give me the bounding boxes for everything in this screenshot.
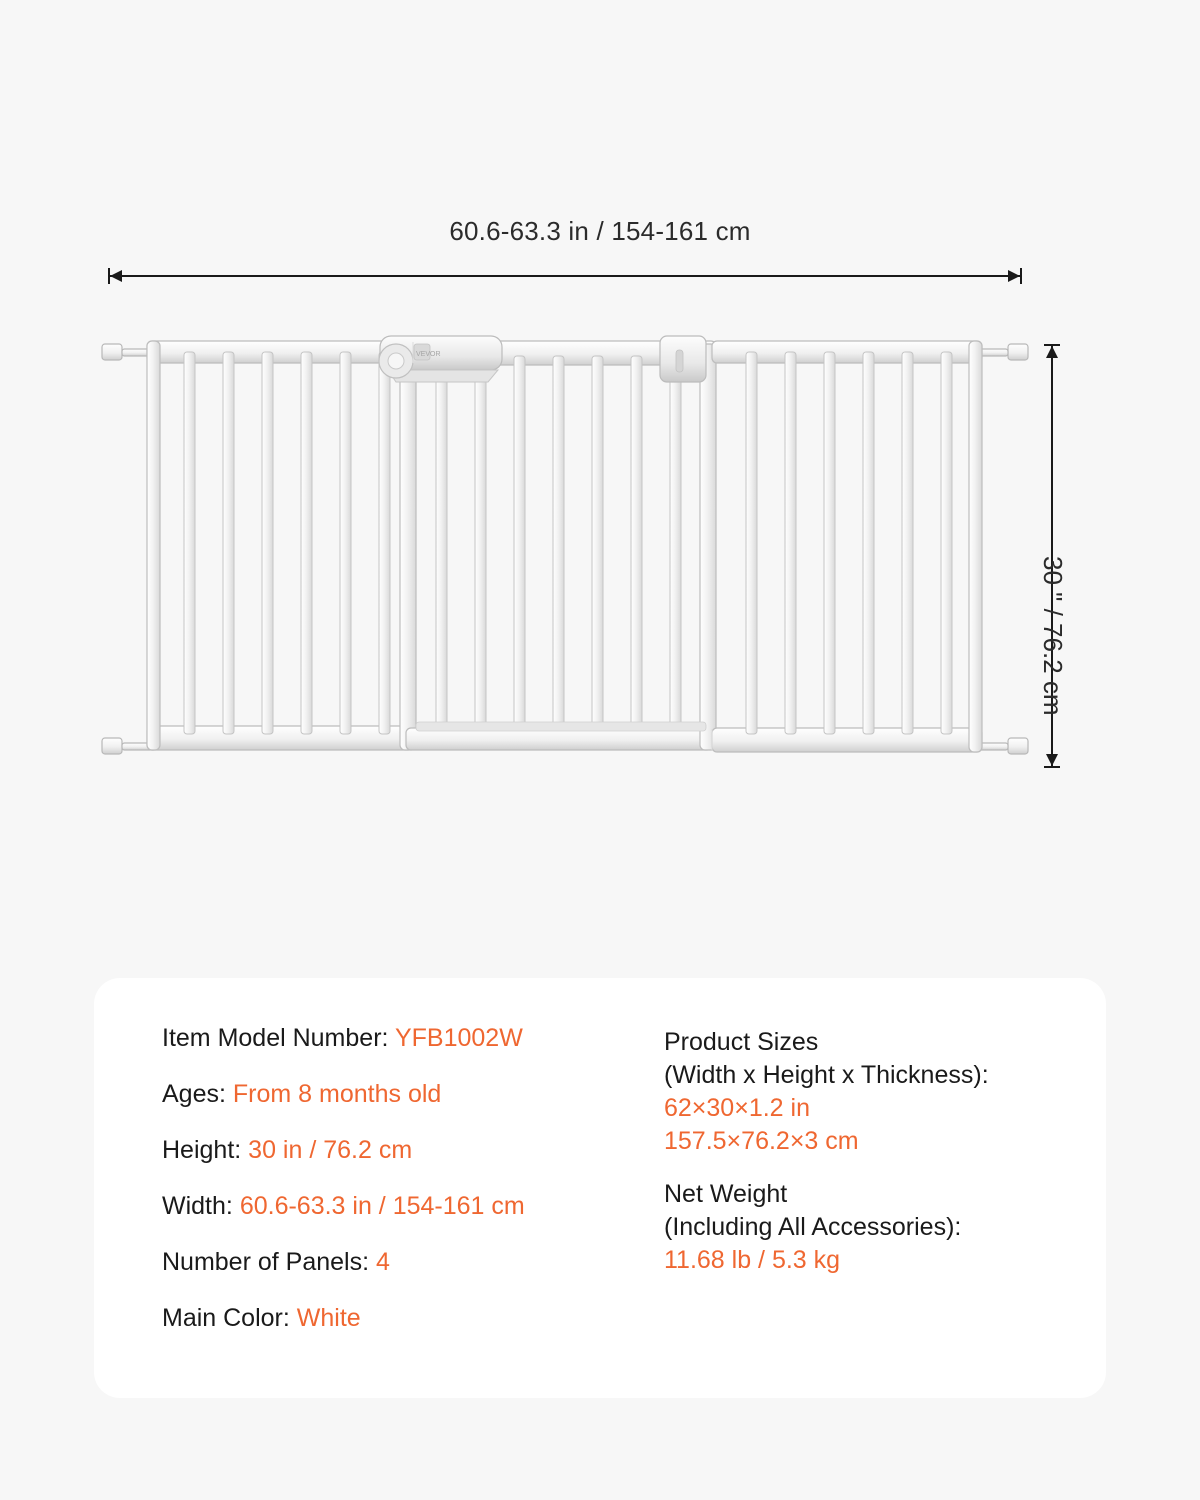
spec-width-value: 60.6-63.3 in / 154-161 cm (239, 1192, 525, 1220)
baby-gate-drawing-icon (100, 330, 1030, 780)
spec-height-label: Height: (162, 1136, 242, 1164)
spec-width-label: Width: (162, 1192, 233, 1220)
width-arrow-left-head-icon (110, 270, 122, 282)
spec-ages (162, 1082, 594, 1107)
spec-net-weight-value: 11.68 lb / 5.3 kg (664, 1246, 841, 1274)
width-dimension-label: 60.6-63.3 in / 154-161 cm (449, 216, 751, 246)
spec-height-value: 30 in / 76.2 cm (248, 1136, 413, 1164)
width-dimension-arrow (108, 268, 1022, 284)
width-arrow-bar (108, 275, 1022, 277)
spec-product-sizes-value-cm: 157.5×76.2×3 cm (664, 1127, 859, 1155)
spec-number-of-panels-label: Number of Panels: (162, 1248, 370, 1276)
product-illustration (100, 330, 1030, 780)
spec-main-color-value: White (296, 1304, 361, 1332)
gate-latch-handle-icon (379, 336, 502, 382)
height-arrow-bottom-head-icon (1046, 754, 1058, 766)
spec-net-weight-label-line1: Net Weight (664, 1180, 788, 1208)
latch-catch-icon (660, 336, 706, 382)
spec-product-sizes (664, 1026, 1106, 1158)
spec-width (162, 1194, 594, 1219)
spec-height (162, 1138, 594, 1163)
spec-net-weight (664, 1178, 1106, 1277)
spec-item-model-number (162, 1026, 594, 1051)
spec-item-model-number-label: Item Model Number: (162, 1024, 389, 1052)
height-arrow-top-head-icon (1046, 346, 1058, 358)
spec-number-of-panels-value: 4 (376, 1248, 390, 1276)
spec-ages-value: From 8 months old (232, 1080, 442, 1108)
specifications-card (94, 978, 1106, 1398)
spec-main-color-label: Main Color: (162, 1304, 290, 1332)
spec-net-weight-label-line2: (Including All Accessories): (664, 1213, 962, 1241)
spec-product-sizes-label-line1: Product Sizes (664, 1028, 819, 1056)
spec-product-sizes-value-in: 62×30×1.2 in (664, 1094, 810, 1122)
svg-text:VEVOR: VEVOR (416, 351, 441, 358)
spec-column-left (94, 978, 594, 1398)
spec-product-sizes-label-line2: (Width x Height x Thickness): (664, 1061, 989, 1089)
height-dimension-label: 30 " / 76.2 cm (1038, 556, 1068, 716)
spec-number-of-panels (162, 1250, 594, 1275)
spec-item-model-number-value: YFB1002W (394, 1024, 523, 1052)
spec-ages-label: Ages: (162, 1080, 226, 1108)
spec-main-color (162, 1306, 594, 1331)
width-arrow-right-head-icon (1008, 270, 1020, 282)
spec-column-right (594, 978, 1106, 1398)
